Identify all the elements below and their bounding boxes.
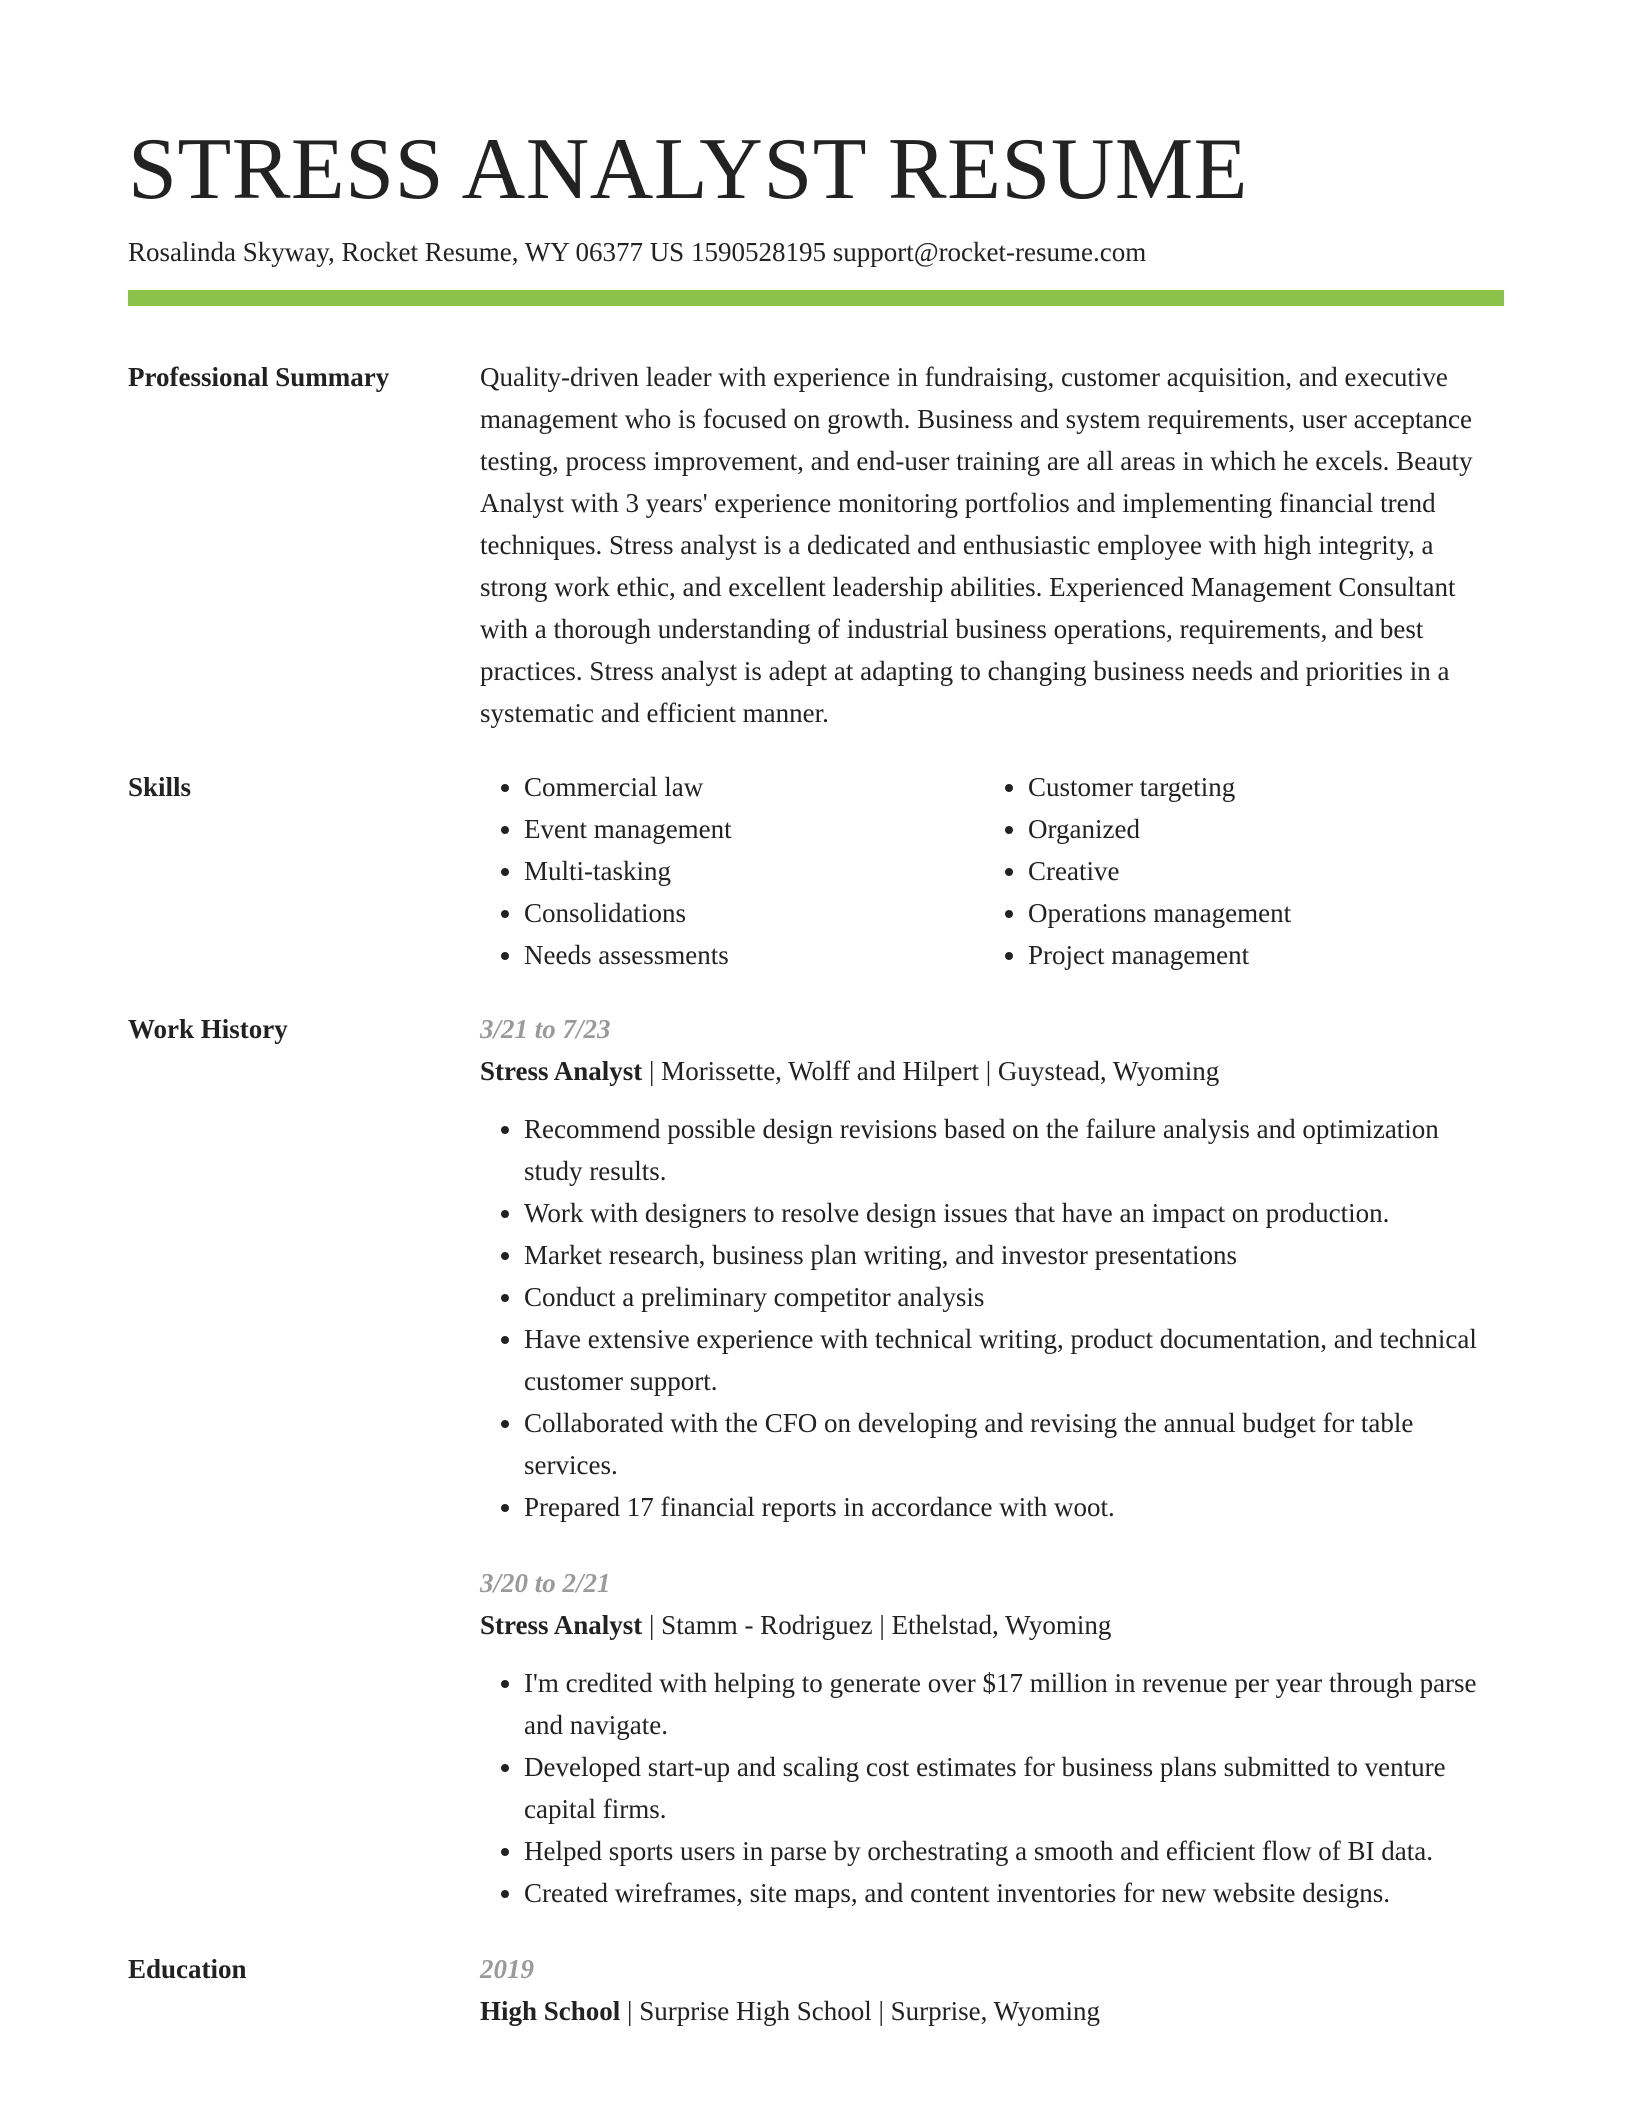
education-heading: Education (128, 1954, 247, 1984)
education-section (128, 1948, 1504, 2032)
skill-item: • Needs assessments (524, 934, 984, 976)
job-dates: 3/20 to 2/21 (480, 1568, 611, 1598)
resume-title: STRESS ANALYST RESUME (128, 121, 1248, 218)
skill-item: • Customer targeting (1028, 766, 1488, 808)
job-employer-location: | Morissette, Wolff and Hilpert | Guystead, Wyoming (642, 1056, 1220, 1086)
skill-item: • Event management (524, 808, 984, 850)
job-bullet: • I'm credited with helping to generate over $17 million in revenue per year through parse and navigate. (524, 1662, 1504, 1746)
skill-item: • Operations management (1028, 892, 1488, 934)
education-heading-line (480, 1990, 1504, 2032)
education-school-location: | Surprise High School | Surprise, Wyoming (620, 1996, 1100, 2026)
job-title: Stress Analyst (480, 1056, 643, 1086)
job-bullet: • Market research, business plan writing, and investor presentations (524, 1234, 1504, 1276)
job-entry (480, 1008, 1504, 1528)
job-bullet: • Recommend possible design revisions based on the failure analysis and optimization study results. (524, 1108, 1504, 1192)
contact-line: Rosalinda Skyway, Rocket Resume, WY 06377 US 1590528195 support@rocket-resume.com (128, 237, 1147, 267)
skill-item: • Creative (1028, 850, 1488, 892)
work-history-section (128, 1008, 1504, 1914)
job-bullets (480, 1108, 1504, 1528)
job-entry (480, 1562, 1504, 1914)
education-date: 2019 (480, 1954, 534, 1984)
job-bullet: • Helped sports users in parse by orchestrating a smooth and efficient flow of BI data. (524, 1830, 1504, 1872)
job-bullet: • Collaborated with the CFO on developing and revising the annual budget for table services. (524, 1402, 1504, 1486)
skill-item: • Commercial law (524, 766, 984, 808)
summary-text: Quality-driven leader with experience in fundraising, customer acquisition, and executive management who is focused on growth. Business and system requirements, user acceptance testing, process improvement, and end-user training are all areas in which he excels. Beauty Analyst with 3 years' experience monitoring portfolios and implementing financial trend techniques. Stress analyst is a dedicated and enthusiastic employee with high integrity, a strong work ethic, and excellent leadership abilities. Experienced Management Consultant with a thorough understanding of industrial business operations, requirements, and best practices. Stress analyst is adept at adapting to changing business needs and priorities in a systematic and efficient manner. (480, 362, 1473, 728)
job-bullet: • Created wireframes, site maps, and content inventories for new website designs. (524, 1872, 1504, 1914)
job-bullet: • Conduct a preliminary competitor analysis (524, 1276, 1504, 1318)
job-employer-location: | Stamm - Rodriguez | Ethelstad, Wyoming (642, 1610, 1112, 1640)
job-title: Stress Analyst (480, 1610, 643, 1640)
skills-column-1 (480, 766, 984, 976)
education-degree: High School (480, 1996, 621, 2026)
skill-item: • Multi-tasking (524, 850, 984, 892)
job-bullet: • Prepared 17 financial reports in accordance with woot. (524, 1486, 1504, 1528)
job-heading (480, 1604, 1504, 1646)
skill-item: • Consolidations (524, 892, 984, 934)
resume-content (128, 0, 1504, 2032)
job-bullet: • Have extensive experience with technical writing, product documentation, and technical customer support. (524, 1318, 1504, 1402)
skills-heading: Skills (128, 772, 192, 802)
job-bullets (480, 1662, 1504, 1914)
skill-item: • Organized (1028, 808, 1488, 850)
skill-item: • Project management (1028, 934, 1488, 976)
job-heading (480, 1050, 1504, 1092)
summary-heading: Professional Summary (128, 362, 390, 392)
job-dates: 3/21 to 7/23 (480, 1014, 611, 1044)
job-bullet: • Developed start-up and scaling cost estimates for business plans submitted to venture capital firms. (524, 1746, 1504, 1830)
job-bullet: • Work with designers to resolve design issues that have an impact on production. (524, 1192, 1504, 1234)
summary-section (128, 356, 1504, 734)
skills-section (128, 766, 1504, 976)
header-divider (128, 290, 1504, 306)
skills-column-2 (984, 766, 1488, 976)
work-history-heading: Work History (128, 1014, 288, 1044)
